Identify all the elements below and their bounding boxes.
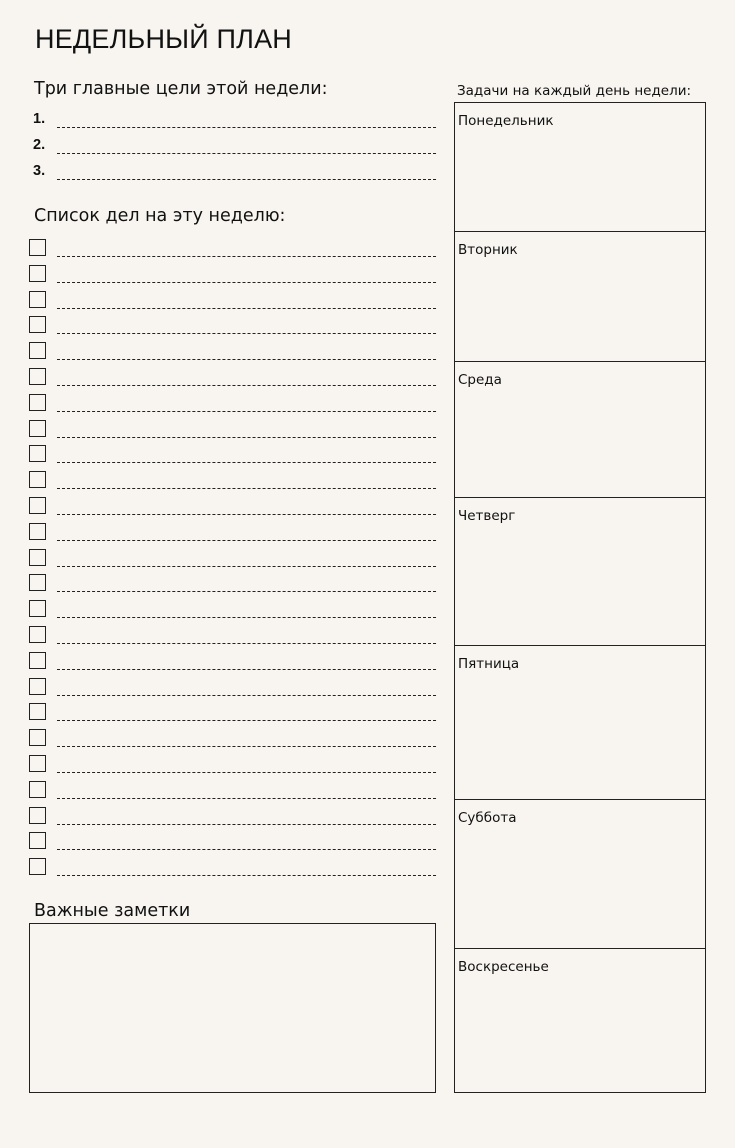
todo-checkbox[interactable] bbox=[29, 394, 46, 411]
todo-line[interactable] bbox=[57, 669, 436, 670]
todo-checkbox[interactable] bbox=[29, 445, 46, 462]
day-cell-thursday[interactable] bbox=[455, 497, 705, 645]
page-title: НЕДЕЛЬНЫЙ ПЛАН bbox=[35, 24, 292, 54]
todo-checkbox[interactable] bbox=[29, 316, 46, 333]
goal-line-2[interactable] bbox=[57, 153, 436, 154]
todo-heading: Список дел на эту неделю: bbox=[34, 206, 286, 226]
day-cell-friday[interactable] bbox=[455, 645, 705, 799]
todo-checkbox[interactable] bbox=[29, 703, 46, 720]
todo-line[interactable] bbox=[57, 566, 436, 567]
todo-line[interactable] bbox=[57, 695, 436, 696]
todo-line[interactable] bbox=[57, 849, 436, 850]
day-cell-wednesday[interactable] bbox=[455, 361, 705, 497]
todo-line[interactable] bbox=[57, 333, 436, 334]
todo-checkbox[interactable] bbox=[29, 652, 46, 669]
day-cell-sunday[interactable] bbox=[455, 948, 705, 1094]
todo-line[interactable] bbox=[57, 437, 436, 438]
todo-checkbox[interactable] bbox=[29, 832, 46, 849]
todo-checkbox[interactable] bbox=[29, 497, 46, 514]
goal-number-1: 1. bbox=[33, 111, 46, 127]
todo-checkbox[interactable] bbox=[29, 781, 46, 798]
todo-checkbox[interactable] bbox=[29, 574, 46, 591]
todo-line[interactable] bbox=[57, 772, 436, 773]
todo-checkbox[interactable] bbox=[29, 523, 46, 540]
todo-checkbox[interactable] bbox=[29, 239, 46, 256]
goal-number-2: 2. bbox=[33, 137, 46, 153]
day-label-friday: Пятница bbox=[458, 656, 520, 672]
todo-line[interactable] bbox=[57, 385, 436, 386]
todo-line[interactable] bbox=[57, 256, 436, 257]
todo-checkbox[interactable] bbox=[29, 626, 46, 643]
todo-line[interactable] bbox=[57, 720, 436, 721]
week-heading: Задачи на каждый день недели: bbox=[457, 83, 692, 99]
day-cell-monday[interactable] bbox=[455, 103, 705, 231]
todo-checkbox[interactable] bbox=[29, 265, 46, 282]
todo-line[interactable] bbox=[57, 617, 436, 618]
todo-line[interactable] bbox=[57, 875, 436, 876]
day-label-monday: Понедельник bbox=[458, 113, 554, 129]
goal-number-3: 3. bbox=[33, 163, 46, 179]
todo-line[interactable] bbox=[57, 540, 436, 541]
todo-line[interactable] bbox=[57, 824, 436, 825]
todo-checkbox[interactable] bbox=[29, 858, 46, 875]
todo-checkbox[interactable] bbox=[29, 420, 46, 437]
day-label-sunday: Воскресенье bbox=[458, 959, 549, 975]
day-label-wednesday: Среда bbox=[458, 372, 502, 388]
goals-heading: Три главные цели этой недели: bbox=[34, 79, 328, 99]
day-cell-saturday[interactable] bbox=[455, 799, 705, 948]
notes-heading: Важные заметки bbox=[34, 901, 191, 921]
todo-checkbox[interactable] bbox=[29, 368, 46, 385]
todo-checkbox[interactable] bbox=[29, 600, 46, 617]
goal-line-3[interactable] bbox=[57, 179, 436, 180]
todo-line[interactable] bbox=[57, 462, 436, 463]
todo-line[interactable] bbox=[57, 308, 436, 309]
day-cell-tuesday[interactable] bbox=[455, 231, 705, 361]
todo-checkbox[interactable] bbox=[29, 471, 46, 488]
todo-checkbox[interactable] bbox=[29, 807, 46, 824]
todo-line[interactable] bbox=[57, 591, 436, 592]
todo-checkbox[interactable] bbox=[29, 342, 46, 359]
goal-line-1[interactable] bbox=[57, 127, 436, 128]
todo-checkbox[interactable] bbox=[29, 729, 46, 746]
todo-checkbox[interactable] bbox=[29, 755, 46, 772]
todo-checkbox[interactable] bbox=[29, 549, 46, 566]
todo-checkbox[interactable] bbox=[29, 291, 46, 308]
todo-line[interactable] bbox=[57, 282, 436, 283]
todo-line[interactable] bbox=[57, 359, 436, 360]
notes-box[interactable] bbox=[29, 923, 436, 1093]
day-label-saturday: Суббота bbox=[458, 810, 517, 826]
day-label-tuesday: Вторник bbox=[458, 242, 518, 258]
week-grid bbox=[454, 102, 706, 1093]
todo-line[interactable] bbox=[57, 488, 436, 489]
todo-line[interactable] bbox=[57, 798, 436, 799]
day-label-thursday: Четверг bbox=[458, 508, 516, 524]
todo-line[interactable] bbox=[57, 514, 436, 515]
todo-line[interactable] bbox=[57, 411, 436, 412]
todo-line[interactable] bbox=[57, 746, 436, 747]
todo-checkbox[interactable] bbox=[29, 678, 46, 695]
todo-line[interactable] bbox=[57, 643, 436, 644]
